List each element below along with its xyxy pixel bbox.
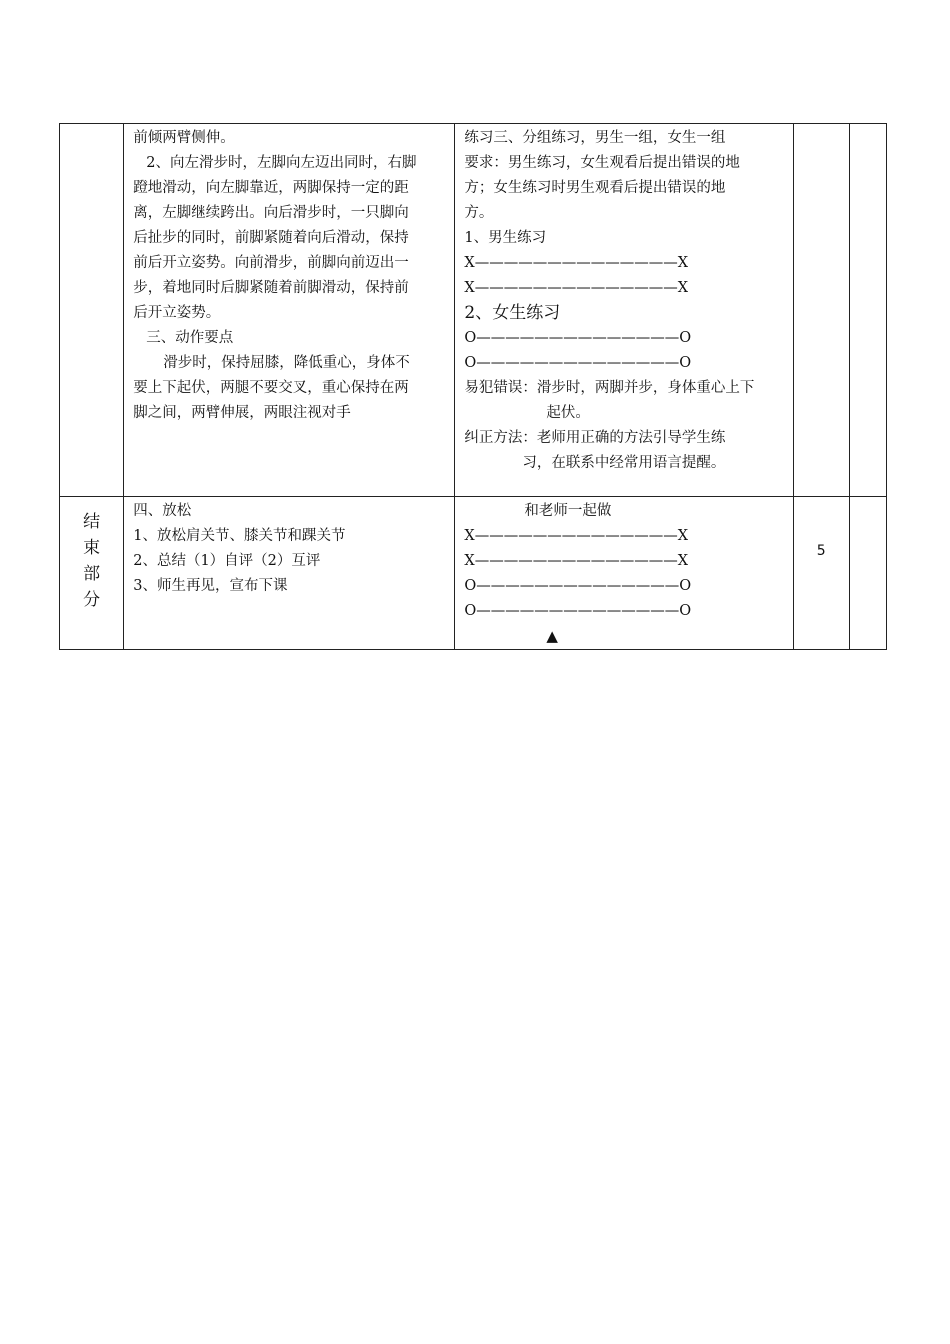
correction-method-cont: 习，在联系中经常用语言提醒。 [522, 455, 726, 471]
formation-row-girls: O——————————————O [464, 330, 692, 346]
table-row [60, 497, 887, 650]
section-heading: 三、动作要点 [146, 330, 234, 346]
org-heading: 和老师一起做 [524, 503, 612, 519]
lesson-plan-table [59, 123, 887, 650]
content-line: 前倾两臂侧伸。 [133, 130, 235, 146]
content-line: 蹬地滑动，向左脚靠近，两脚保持一定的距 [133, 180, 409, 196]
organization-cell [455, 497, 793, 650]
content-line: 3、师生再见，宣布下课 [133, 578, 288, 594]
content-line: 2、总结（1）自评（2）互评 [133, 553, 321, 569]
content-line: 滑步时，保持屈膝，降低重心，身体不 [163, 355, 410, 371]
content-line: 离，左脚继续跨出。向后滑步时，一只脚向 [133, 205, 409, 221]
formation-row-girls: O——————————————O [464, 355, 692, 371]
content-line: 1、放松肩关节、膝关节和踝关节 [133, 528, 346, 544]
table-row [60, 124, 887, 497]
org-line: 要求：男生练习，女生观看后提出错误的地 [464, 155, 740, 171]
content-line: 2、向左滑步时，左脚向左迈出同时，右脚 [146, 155, 417, 171]
formation-row-girls: O——————————————O [464, 578, 692, 594]
common-error-cont: 起伏。 [546, 405, 590, 421]
organization-cell [455, 124, 793, 497]
formation-row-boys: X——————————————X [464, 553, 689, 569]
org-line: 练习三、分组练习，男生一组，女生一组 [464, 130, 726, 146]
section-label-cell [60, 497, 124, 650]
minutes-value: 5 [816, 543, 826, 559]
formation-row-boys: X——————————————X [464, 528, 689, 544]
notes-cell [849, 497, 886, 650]
content-line: 要上下起伏，两腿不要交叉，重心保持在两 [133, 380, 409, 396]
notes-cell [849, 124, 886, 497]
content-cell [124, 124, 455, 497]
formation-row-boys: X——————————————X [464, 280, 689, 296]
common-error: 易犯错误：滑步时，两脚并步，身体重心上下 [464, 380, 755, 396]
correction-method: 纠正方法：老师用正确的方法引导学生练 [464, 430, 726, 446]
minutes-cell [793, 497, 849, 650]
content-line: 脚之间，两臂伸展，两眼注视对手 [133, 405, 351, 421]
formation-row-girls: O——————————————O [464, 603, 692, 619]
section-label-cell [60, 124, 124, 497]
content-line: 步，着地同时后脚紧随着前脚滑动，保持前 [133, 280, 409, 296]
formation-row-boys: X——————————————X [464, 255, 689, 271]
org-line: 方；女生练习时男生观看后提出错误的地 [464, 180, 726, 196]
org-line: 方。 [464, 205, 494, 221]
boys-heading: 1、男生练习 [464, 230, 547, 246]
section-heading: 四、放松 [133, 503, 192, 519]
content-line: 前后开立姿势。向前滑步，前脚向前迈出一 [133, 255, 409, 271]
content-cell [124, 497, 455, 650]
girls-heading: 2、女生练习 [464, 303, 561, 323]
content-line: 后开立姿势。 [133, 305, 221, 321]
teacher-marker-icon: ▲ [546, 627, 558, 645]
content-line: 后扯步的同时，前脚紧随着向后滑动，保持 [133, 230, 409, 246]
minutes-cell [793, 124, 849, 497]
section-label: 结 束 部 分 [83, 512, 101, 610]
